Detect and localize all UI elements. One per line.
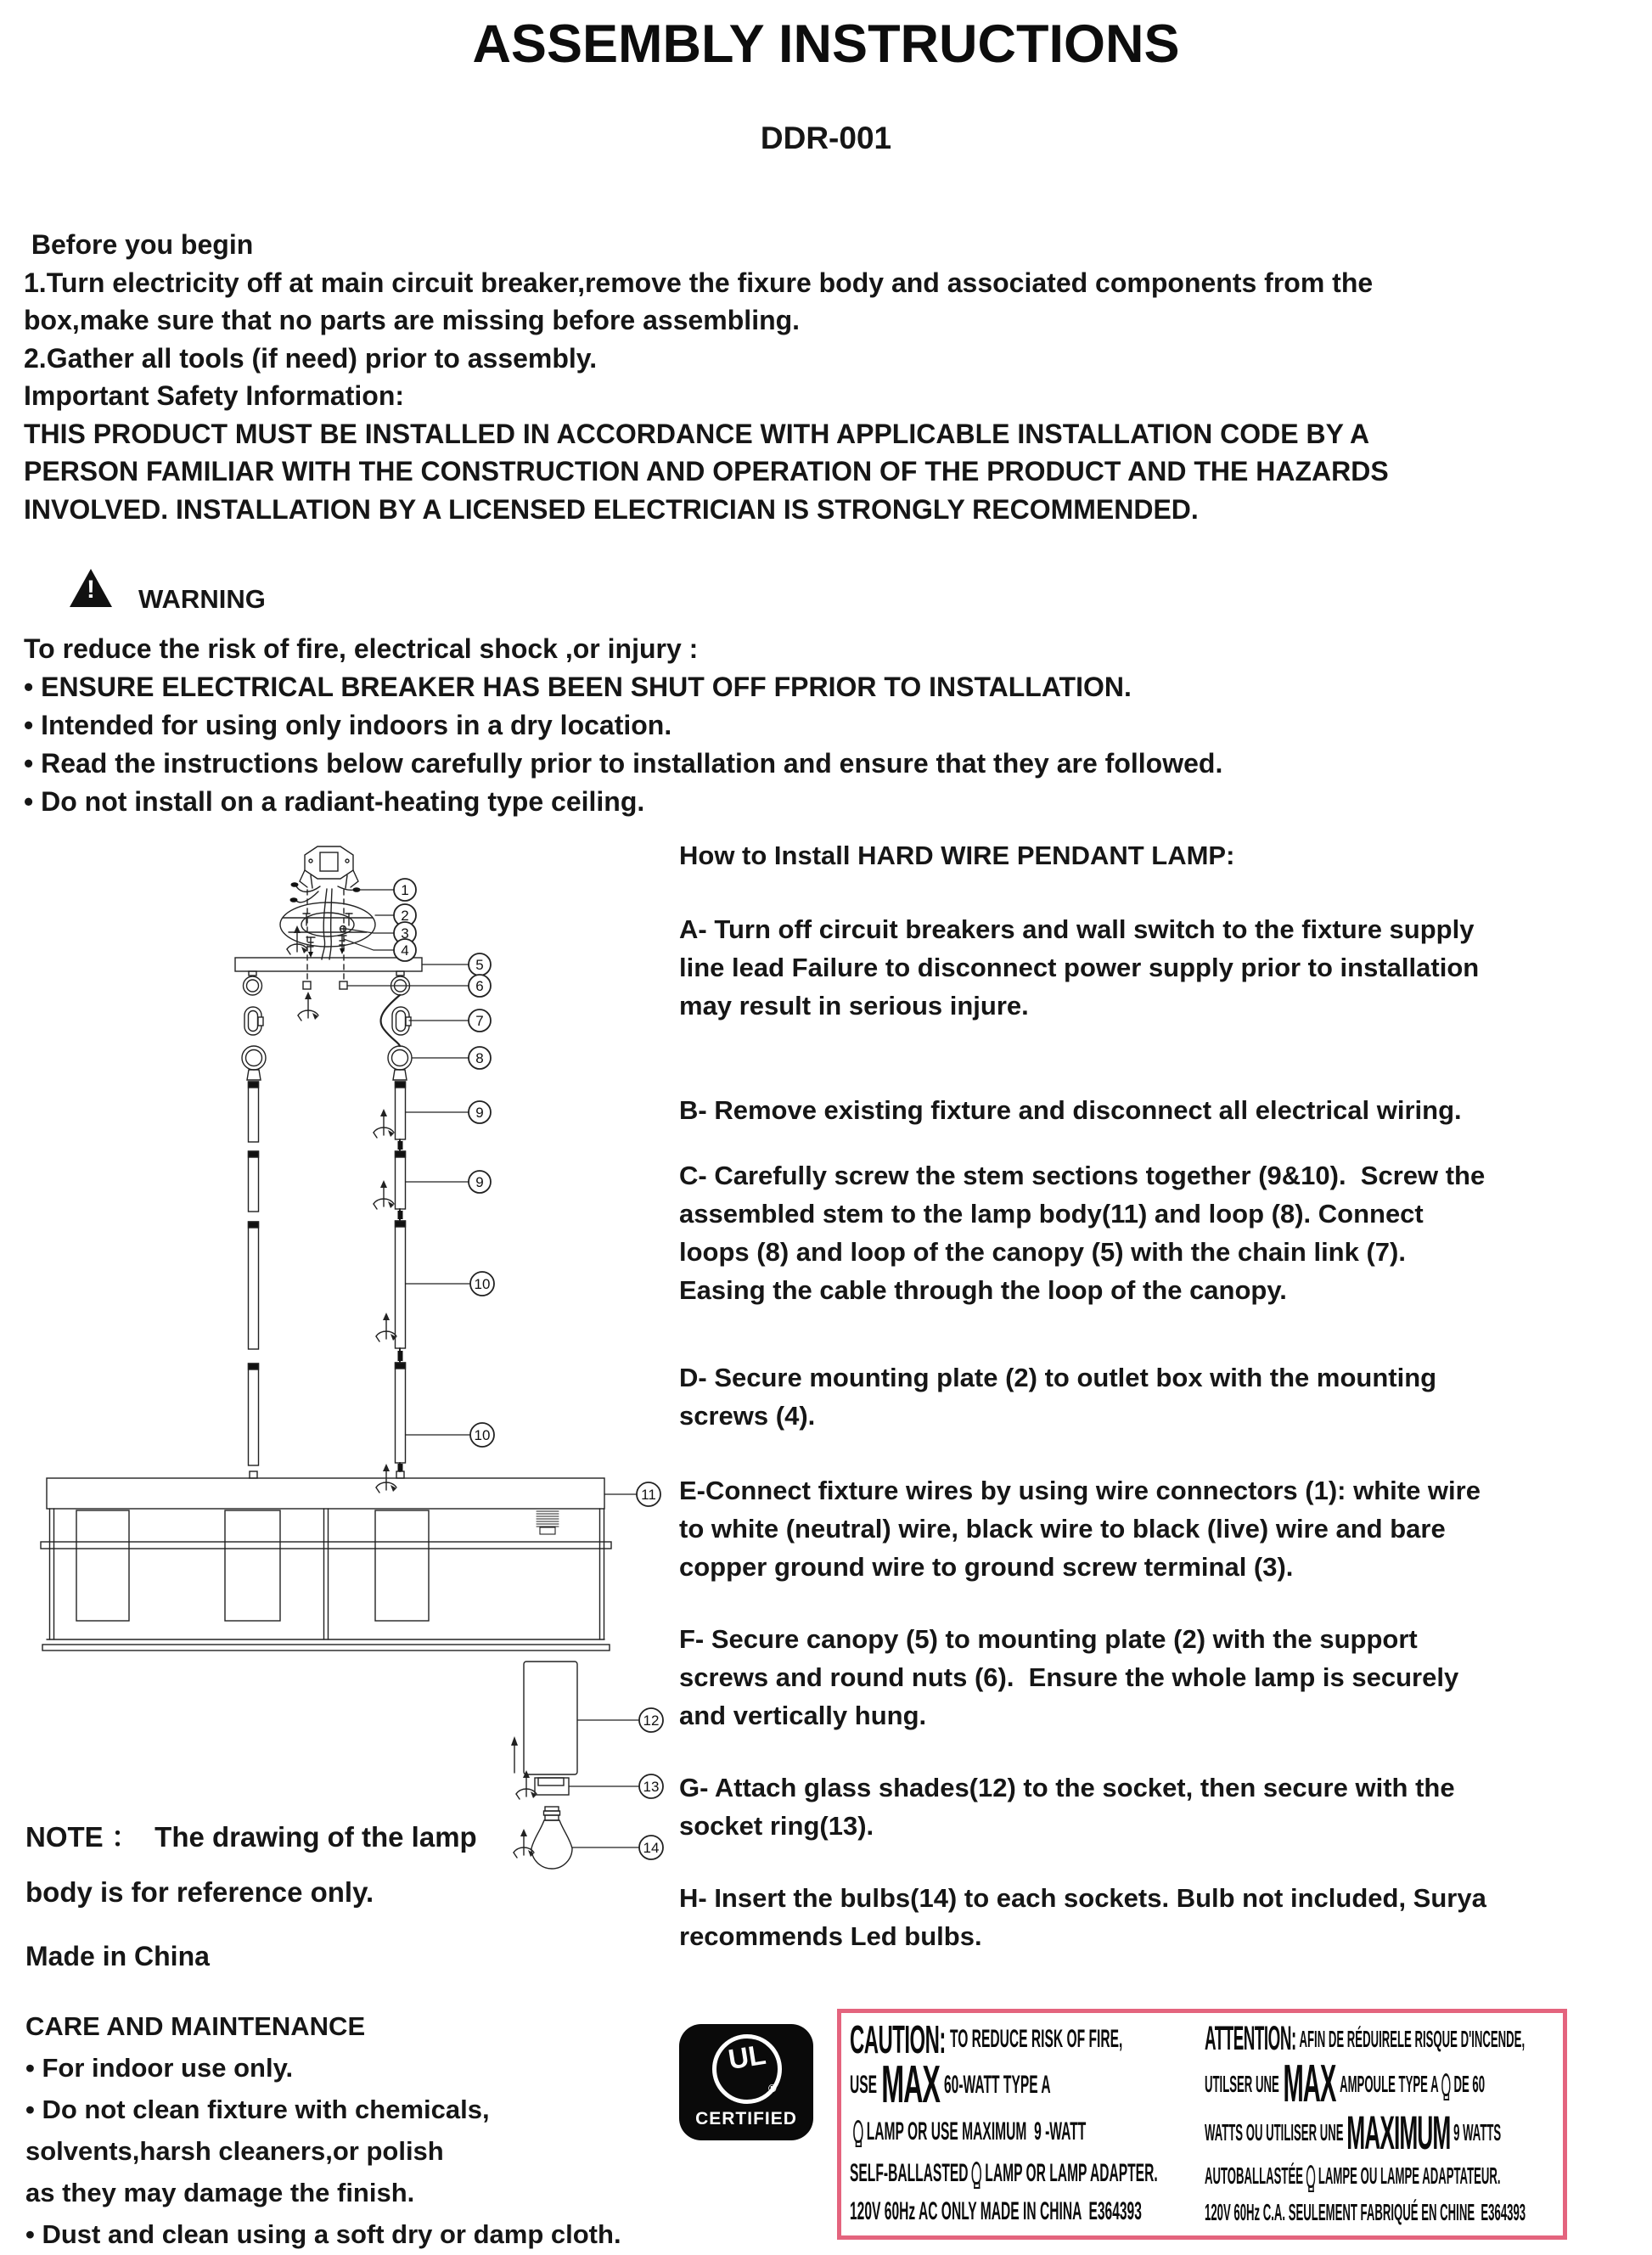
callout-9b-number: 9 (475, 1174, 484, 1190)
caution-line5: 120V 60Hz AC ONLY MADE IN CHINA E364393 (850, 2197, 1142, 2225)
screw-rotation-icon (376, 1313, 396, 1341)
safety-line: INVOLVED. INSTALLATION BY A LICENSED ELECTRICIAN IS STRONGLY RECOMMENDED. (24, 493, 1199, 525)
stem-sections-right (396, 1082, 406, 1471)
caution-line3: LAMP OR USE MAXIMUM 9 -WATT (866, 2117, 1087, 2145)
callout-9-number: 9 (475, 1105, 484, 1121)
attention-line2b: AMPOULE TYPE A (1340, 2071, 1439, 2097)
caution-line4b: LAMP OR LAMP ADAPTER. (985, 2158, 1158, 2187)
ul-logo-icon: UL (726, 2038, 768, 2076)
insert-arrow-icon (511, 1736, 518, 1773)
care-line: solvents,harsh cleaners,or polish (25, 2136, 444, 2166)
care-line: • Do not clean fixture with chemicals, (25, 2095, 490, 2124)
attention-line4a: AUTOBALLASTÉE (1205, 2162, 1304, 2189)
step-c (679, 1156, 1485, 1309)
caution-title: CAUTION: (850, 2016, 946, 2061)
warning-intro: To reduce the risk of fire, electrical shock ,or injury : (24, 633, 699, 664)
attention-line5: 120V 60Hz C.A. SEULEMENT FABRIQUÉ EN CHINE E364393 (1205, 2199, 1526, 2225)
callout-6-number: 6 (475, 978, 484, 994)
made-in-china: Made in China (25, 1941, 210, 1971)
canopy-bar (235, 958, 422, 971)
caution-line4a: SELF-BALLASTED (850, 2158, 969, 2187)
caution-watt: 60-WATT TYPE A (944, 2071, 1051, 2099)
stem-sections-left (249, 1082, 259, 1465)
step-f-line: screws and round nuts (6). Ensure the whole lamp is securely (679, 1662, 1459, 1692)
attention-line4b: LAMPE OU LAMPE ADAPTATEUR. (1318, 2162, 1501, 2189)
caution-use: USE (850, 2071, 878, 2099)
warning-bullet: • Read the instructions below carefully prior to installation and ensure that they are followed. (24, 748, 1223, 779)
step-a-line: may result in serious injure. (679, 991, 1029, 1021)
screw-rotation-icon (374, 1180, 394, 1209)
stem-nub (250, 1471, 257, 1478)
step-a-line: line lead Failure to disconnect power supply prior to installation (679, 953, 1480, 982)
support-screw (340, 981, 347, 989)
step-e-line: copper ground wire to ground screw terminal (3). (679, 1552, 1294, 1582)
step-b-line: B- Remove existing fixture and disconnect all electrical wiring. (679, 1095, 1462, 1125)
callout-2-number: 2 (401, 908, 409, 924)
safety-line: THIS PRODUCT MUST BE INSTALLED IN ACCORDANCE WITH APPLICABLE INSTALLATION CODE BY A (24, 418, 1370, 449)
support-screw (303, 981, 311, 989)
note-line-1: NOTE ： The drawing of the lamp (25, 1821, 477, 1853)
intro-line: 2.Gather all tools (if need) prior to assembly. (24, 342, 598, 374)
outlet-box (300, 846, 358, 888)
ul-registered-mark: ® (768, 2082, 777, 2095)
step-b (679, 1091, 1462, 1129)
power-cable (380, 995, 400, 1046)
step-f-line: F- Secure canopy (5) to mounting plate (2) with the support (679, 1624, 1418, 1654)
step-d-line: screws (4). (679, 1401, 816, 1431)
care-line: • Dust and clean using a soft dry or damp cloth. (25, 2219, 621, 2249)
screw-rotation-icon (374, 1109, 394, 1138)
step-a-line: A- Turn off circuit breakers and wall switch to the fixture supply (679, 914, 1475, 944)
step-f-line: and vertically hung. (679, 1701, 927, 1730)
callout-14-number: 14 (643, 1840, 660, 1856)
canopy-loops (244, 971, 410, 995)
attention-max: MAX (1283, 2055, 1336, 2113)
body-screw (537, 1511, 559, 1534)
callout-10b-number: 10 (474, 1427, 491, 1443)
before-you-begin-heading: Before you begin (24, 229, 254, 260)
attention-reduce-text: AFIN DE RÉDUIRELE RISQUE D'INCENDE, (1299, 2025, 1526, 2052)
step-h-line: recommends Led bulbs. (679, 1921, 982, 1951)
before-you-begin-section (24, 226, 1389, 528)
caution-english-column (850, 2018, 1203, 2230)
caution-reduce-text: TO REDUCE RISK OF FIRE, (949, 2024, 1123, 2053)
callout-12-number: 12 (643, 1712, 660, 1729)
safety-heading: Important Safety Information: (24, 380, 405, 411)
note-line-2: body is for reference only. (25, 1876, 374, 1908)
step-d-line: D- Secure mounting plate (2) to outlet box with the mounting (679, 1363, 1437, 1392)
callout-5-number: 5 (475, 957, 484, 973)
step-h-line: H- Insert the bulbs(14) to each sockets. Bulb not included, Surya (679, 1883, 1486, 1913)
step-a (679, 910, 1479, 1025)
safety-line: PERSON FAMILIAR WITH THE CONSTRUCTION AND OPERATION OF THE PRODUCT AND THE HAZARDS (24, 456, 1389, 486)
step-f (679, 1620, 1458, 1735)
step-h (679, 1879, 1486, 1955)
ul-certified-label: CERTIFIED (695, 2109, 797, 2128)
step-c-line: loops (8) and loop of the canopy (5) with the chain link (7). (679, 1237, 1406, 1267)
step-e-line: to white (neutral) wire, black wire to black (live) wire and bare (679, 1514, 1446, 1544)
warning-bullet: • Intended for using only indoors in a dry location. (24, 710, 672, 740)
bulb-icon (853, 2120, 863, 2143)
exploded-parts-diagram (8, 825, 696, 1895)
stem-nub (396, 1471, 404, 1478)
screw-rotation-icon (514, 1829, 534, 1858)
step-g (679, 1769, 1455, 1845)
howto-title-text: How to Install HARD WIRE PENDANT LAMP: (679, 841, 1235, 870)
callout-4-number: 4 (401, 942, 409, 959)
step-e (679, 1471, 1481, 1586)
attention-use: UTILSER UNE (1205, 2071, 1279, 2097)
caution-label (837, 2009, 1567, 2240)
step-g-line: socket ring(13). (679, 1811, 874, 1841)
cfl-bulb-icon (972, 2162, 981, 2185)
warning-section (24, 630, 1222, 821)
howto-title (679, 836, 1234, 874)
callout-8-number: 8 (475, 1050, 484, 1066)
diagram-linework (41, 846, 640, 1869)
care-heading: CARE AND MAINTENANCE (25, 2011, 366, 2041)
glass-shade (524, 1662, 577, 1774)
care-line: as they may damage the finish. (25, 2178, 415, 2207)
attention-line3b: 9 WATTS (1453, 2119, 1502, 2145)
warning-bullet: • ENSURE ELECTRICAL BREAKER HAS BEEN SHUT OFF FPRIOR TO INSTALLATION. (24, 672, 1132, 702)
step-g-line: G- Attach glass shades(12) to the socket, then secure with the (679, 1773, 1455, 1802)
step-c-line: Easing the cable through the loop of the canopy. (679, 1275, 1287, 1305)
bulb (531, 1807, 572, 1869)
warning-label: WARNING (138, 584, 266, 614)
screw-rotation-icon (298, 992, 318, 1021)
care-line: • For indoor use only. (25, 2053, 294, 2083)
callouts (394, 879, 663, 1859)
warning-exclamation: ! (87, 576, 95, 604)
bulb-icon (1441, 2073, 1450, 2096)
cfl-bulb-icon (1306, 2165, 1315, 2188)
callout-numbers (401, 882, 659, 1856)
model-number: DDR-001 (760, 121, 892, 155)
intro-line: box,make sure that no parts are missing before assembling. (24, 305, 801, 335)
callout-13-number: 13 (643, 1779, 660, 1795)
attention-maximum: MAXIMUM (1346, 2106, 1451, 2159)
callout-7-number: 7 (475, 1013, 484, 1029)
callout-3-number: 3 (401, 925, 409, 942)
care-and-maintenance-section (25, 2005, 621, 2255)
step-d (679, 1358, 1436, 1435)
step-c-line: assembled stem to the lamp body(11) and loop (8). Connect (679, 1199, 1424, 1229)
socket-ring (535, 1778, 569, 1795)
attention-line2c: DE 60 (1453, 2071, 1486, 2097)
caution-french-column (1205, 2018, 1564, 2230)
stem-loops (242, 1046, 412, 1080)
callout-11-number: 11 (641, 1487, 656, 1503)
caution-max: MAX (881, 2055, 940, 2114)
step-e-line: E-Connect fixture wires by using wire connectors (1): white wire (679, 1476, 1481, 1505)
lamp-body (41, 1478, 611, 1650)
attention-title: ATTENTION: (1205, 2020, 1296, 2057)
page-title: ASSEMBLY INSTRUCTIONS (472, 14, 1180, 74)
attention-line3a: WATTS OU UTILISER UNE (1205, 2119, 1344, 2145)
mounting-plate (280, 903, 375, 947)
warning-bullet: • Do not install on a radiant-heating type ceiling. (24, 786, 645, 817)
intro-line: 1.Turn electricity off at main circuit breaker,remove the fixure body and associated components from the (24, 267, 1374, 298)
callout-10-number: 10 (474, 1276, 491, 1292)
supply-wires (290, 882, 361, 959)
callout-1-number: 1 (401, 882, 409, 898)
step-c-line: C- Carefully screw the stem sections together (9&10). Screw the (679, 1161, 1486, 1190)
